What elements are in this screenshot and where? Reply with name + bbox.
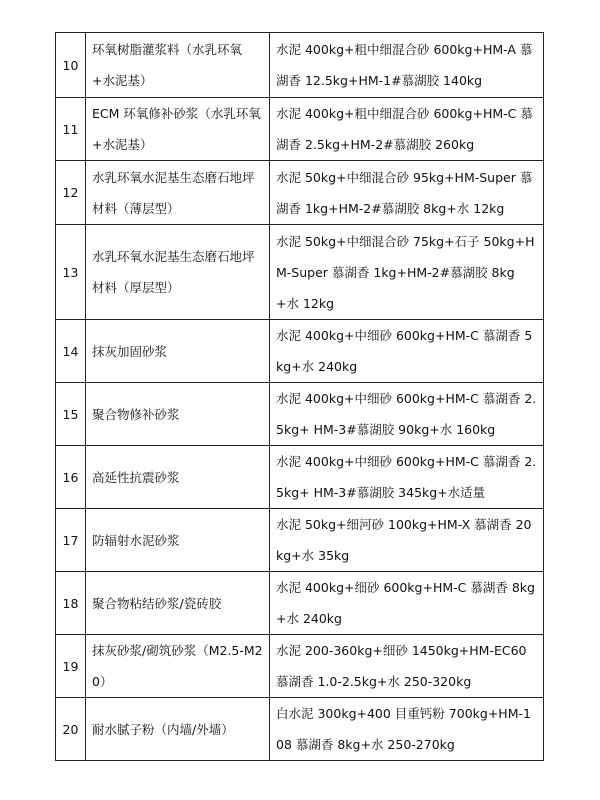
row-number: 10 — [56, 33, 86, 98]
material-name: 抹灰加固砂浆 — [86, 320, 270, 383]
mix-recipe: 水泥 50kg+中细混合砂 75kg+石子 50kg+HM-Super 慕湖香 1kg+HM-2#慕湖胶 8kg+水 12kg — [270, 225, 544, 320]
material-name: 环氧树脂灌浆料（水乳环氧+水泥基） — [86, 33, 270, 98]
material-name: 防辐射水泥砂浆 — [86, 509, 270, 572]
mix-recipe: 水泥 400kg+中细砂 600kg+HM-C 慕湖香 2.5kg+ HM-3#慕湖胶 90kg+水 160kg — [270, 383, 544, 446]
row-number: 12 — [56, 161, 86, 225]
table-row — [56, 98, 544, 161]
table-row — [56, 509, 544, 572]
mix-recipe: 水泥 400kg+中细砂 600kg+HM-C 慕湖香 2.5kg+ HM-3#慕湖胶 345kg+水适量 — [270, 446, 544, 509]
material-name: ECM 环氧修补砂浆（水乳环氧+水泥基） — [86, 98, 270, 161]
material-name: 高延性抗震砂浆 — [86, 446, 270, 509]
row-number: 11 — [56, 98, 86, 161]
mix-recipe: 水泥 200-360kg+细砂 1450kg+HM-EC60 慕湖香 1.0-2.5kg+水 250-320kg — [270, 635, 544, 698]
mix-recipe: 水泥 400kg+细砂 600kg+HM-C 慕湖香 8kg+水 240kg — [270, 572, 544, 635]
table-row — [56, 161, 544, 225]
row-number: 17 — [56, 509, 86, 572]
material-name: 聚合物修补砂浆 — [86, 383, 270, 446]
material-name: 聚合物粘结砂浆/瓷砖胶 — [86, 572, 270, 635]
row-number: 18 — [56, 572, 86, 635]
table-row — [56, 698, 544, 761]
table-row — [56, 383, 544, 446]
material-name: 抹灰砂浆/砌筑砂浆（M2.5-M20） — [86, 635, 270, 698]
table-row — [56, 33, 544, 98]
row-number: 19 — [56, 635, 86, 698]
row-number: 20 — [56, 698, 86, 761]
row-number: 14 — [56, 320, 86, 383]
mix-recipe: 水泥 50kg+中细混合砂 95kg+HM-Super 慕湖香 1kg+HM-2#慕湖胶 8kg+水 12kg — [270, 161, 544, 225]
table-row — [56, 446, 544, 509]
material-name: 水乳环氧水泥基生态磨石地坪材料（薄层型） — [86, 161, 270, 225]
table-row — [56, 572, 544, 635]
document-page — [55, 32, 543, 761]
row-number: 13 — [56, 225, 86, 320]
table-row — [56, 320, 544, 383]
table-row — [56, 225, 544, 320]
material-name: 耐水腻子粉（内墙/外墙） — [86, 698, 270, 761]
mix-recipe: 白水泥 300kg+400 目重钙粉 700kg+HM-108 慕湖香 8kg+水 250-270kg — [270, 698, 544, 761]
mix-recipe: 水泥 400kg+粗中细混合砂 600kg+HM-C 慕湖香 2.5kg+HM-2#慕湖胶 260kg — [270, 98, 544, 161]
mix-recipe: 水泥 400kg+中细砂 600kg+HM-C 慕湖香 5kg+水 240kg — [270, 320, 544, 383]
mix-recipe: 水泥 50kg+细河砂 100kg+HM-X 慕湖香 20kg+水 35kg — [270, 509, 544, 572]
material-name: 水乳环氧水泥基生态磨石地坪材料（厚层型） — [86, 225, 270, 320]
table-row — [56, 635, 544, 698]
row-number: 16 — [56, 446, 86, 509]
row-number: 15 — [56, 383, 86, 446]
formula-table — [55, 32, 544, 761]
mix-recipe: 水泥 400kg+粗中细混合砂 600kg+HM-A 慕湖香 12.5kg+HM-1#慕湖胶 140kg — [270, 33, 544, 98]
